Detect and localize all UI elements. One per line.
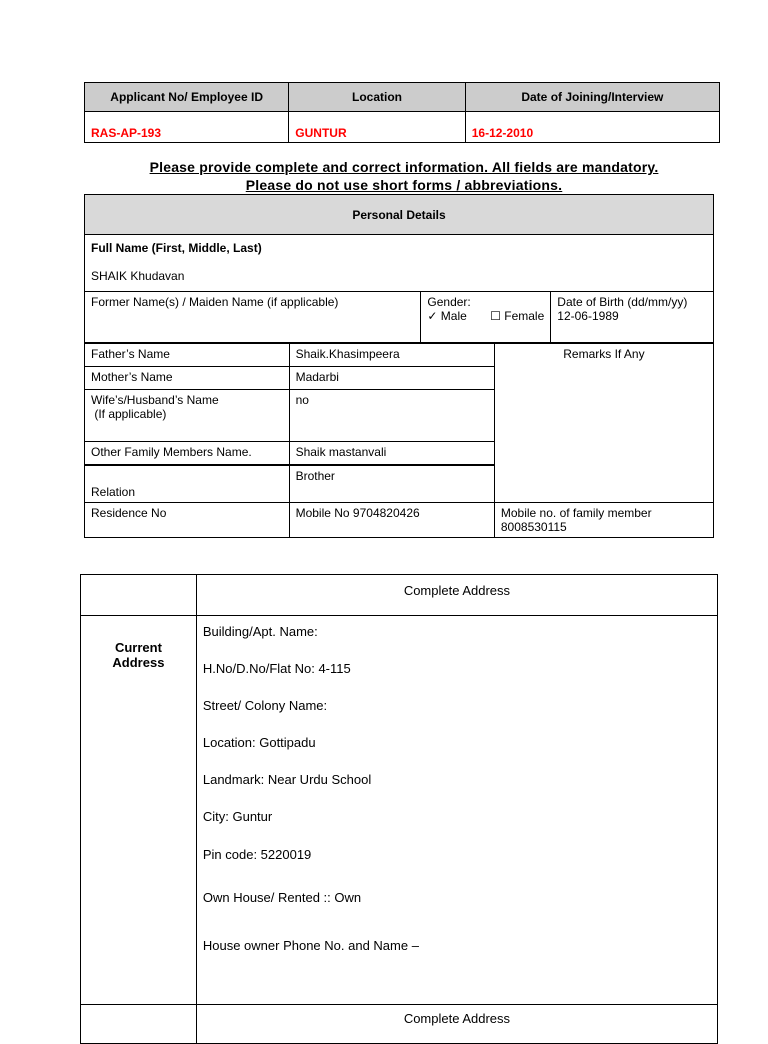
personal-details-table xyxy=(84,194,714,538)
address-header: Complete Address xyxy=(196,575,717,616)
gender-female-option[interactable]: ☐ Female xyxy=(490,309,545,323)
current-address-label xyxy=(81,616,197,1005)
doj-value: 16-12-2010 xyxy=(465,112,719,143)
full-name-label: Full Name (First, Middle, Last) xyxy=(91,241,262,255)
former-name-label: Former Name(s) / Maiden Name (if applicable) xyxy=(85,292,421,344)
applicant-info-table xyxy=(84,82,720,143)
address-empty-cell xyxy=(81,575,197,616)
relation-label: Relation xyxy=(85,465,290,503)
full-name-value: SHAIK Khudavan xyxy=(91,269,185,283)
gender-male-option[interactable]: ✓ Male xyxy=(427,309,467,323)
other-family-label: Other Family Members Name. xyxy=(85,442,290,466)
spouse-label xyxy=(85,390,290,442)
relation-value: Brother xyxy=(289,465,494,503)
location-value: GUNTUR xyxy=(289,112,465,143)
mobile-value: Mobile No 9704820426 xyxy=(289,503,494,538)
address-line: Location: Gottipadu xyxy=(202,735,316,750)
father-label: Father’s Name xyxy=(85,343,290,367)
address-table xyxy=(80,574,718,1044)
spouse-label-line-2: (If applicable) xyxy=(91,407,167,421)
current-label-line-1: Current xyxy=(114,640,162,655)
applicant-no-header: Applicant No/ Employee ID xyxy=(85,83,289,112)
doj-header: Date of Joining/Interview xyxy=(465,83,719,112)
mother-label: Mother’s Name xyxy=(85,367,290,390)
applicant-no-value: RAS-AP-193 xyxy=(85,112,289,143)
spouse-value: no xyxy=(289,390,494,442)
mother-value: Madarbi xyxy=(289,367,494,390)
address-line: Pin code: 5220019 xyxy=(202,847,312,862)
current-label-line-2: Address xyxy=(112,655,165,670)
family-mobile-value: 8008530115 xyxy=(500,520,567,534)
address-line: Landmark: Near Urdu School xyxy=(202,772,372,787)
address-line: City: Guntur xyxy=(202,809,273,824)
dob-label: Date of Birth (dd/mm/yy) xyxy=(557,295,688,309)
father-value: Shaik.Khasimpeera xyxy=(289,343,494,367)
gender-label: Gender: xyxy=(427,295,471,309)
address-line: Own House/ Rented :: Own xyxy=(202,890,362,905)
address-footer-empty-cell xyxy=(81,1005,197,1044)
spouse-label-line-1: Wife’s/Husband’s Name xyxy=(91,393,219,407)
personal-details-title: Personal Details xyxy=(85,195,714,235)
family-mobile-label: Mobile no. of family member xyxy=(500,506,652,520)
full-name-cell xyxy=(85,235,714,292)
remarks-cell xyxy=(494,343,713,503)
dob-cell xyxy=(551,292,714,344)
address-footer-header: Complete Address xyxy=(196,1005,717,1044)
address-line: Street/ Colony Name: xyxy=(202,698,328,713)
notice-line-2: Please do not use short forms / abbreviations. xyxy=(245,177,563,193)
family-mobile-cell xyxy=(494,503,713,538)
address-line: Building/Apt. Name: xyxy=(202,624,318,639)
residence-label: Residence No xyxy=(85,503,290,538)
address-line: H.No/D.No/Flat No: 4-115 xyxy=(202,661,351,676)
notice-line-1: Please provide complete and correct information. All fields are mandatory. xyxy=(149,159,659,175)
gender-cell xyxy=(421,292,551,344)
other-family-value: Shaik mastanvali xyxy=(289,442,494,466)
address-line: House owner Phone No. and Name – xyxy=(202,938,419,953)
location-header: Location xyxy=(289,83,465,112)
current-address-lines xyxy=(196,616,717,1005)
dob-value: 12-06-1989 xyxy=(557,309,619,323)
remarks-label: Remarks If Any xyxy=(563,347,645,361)
